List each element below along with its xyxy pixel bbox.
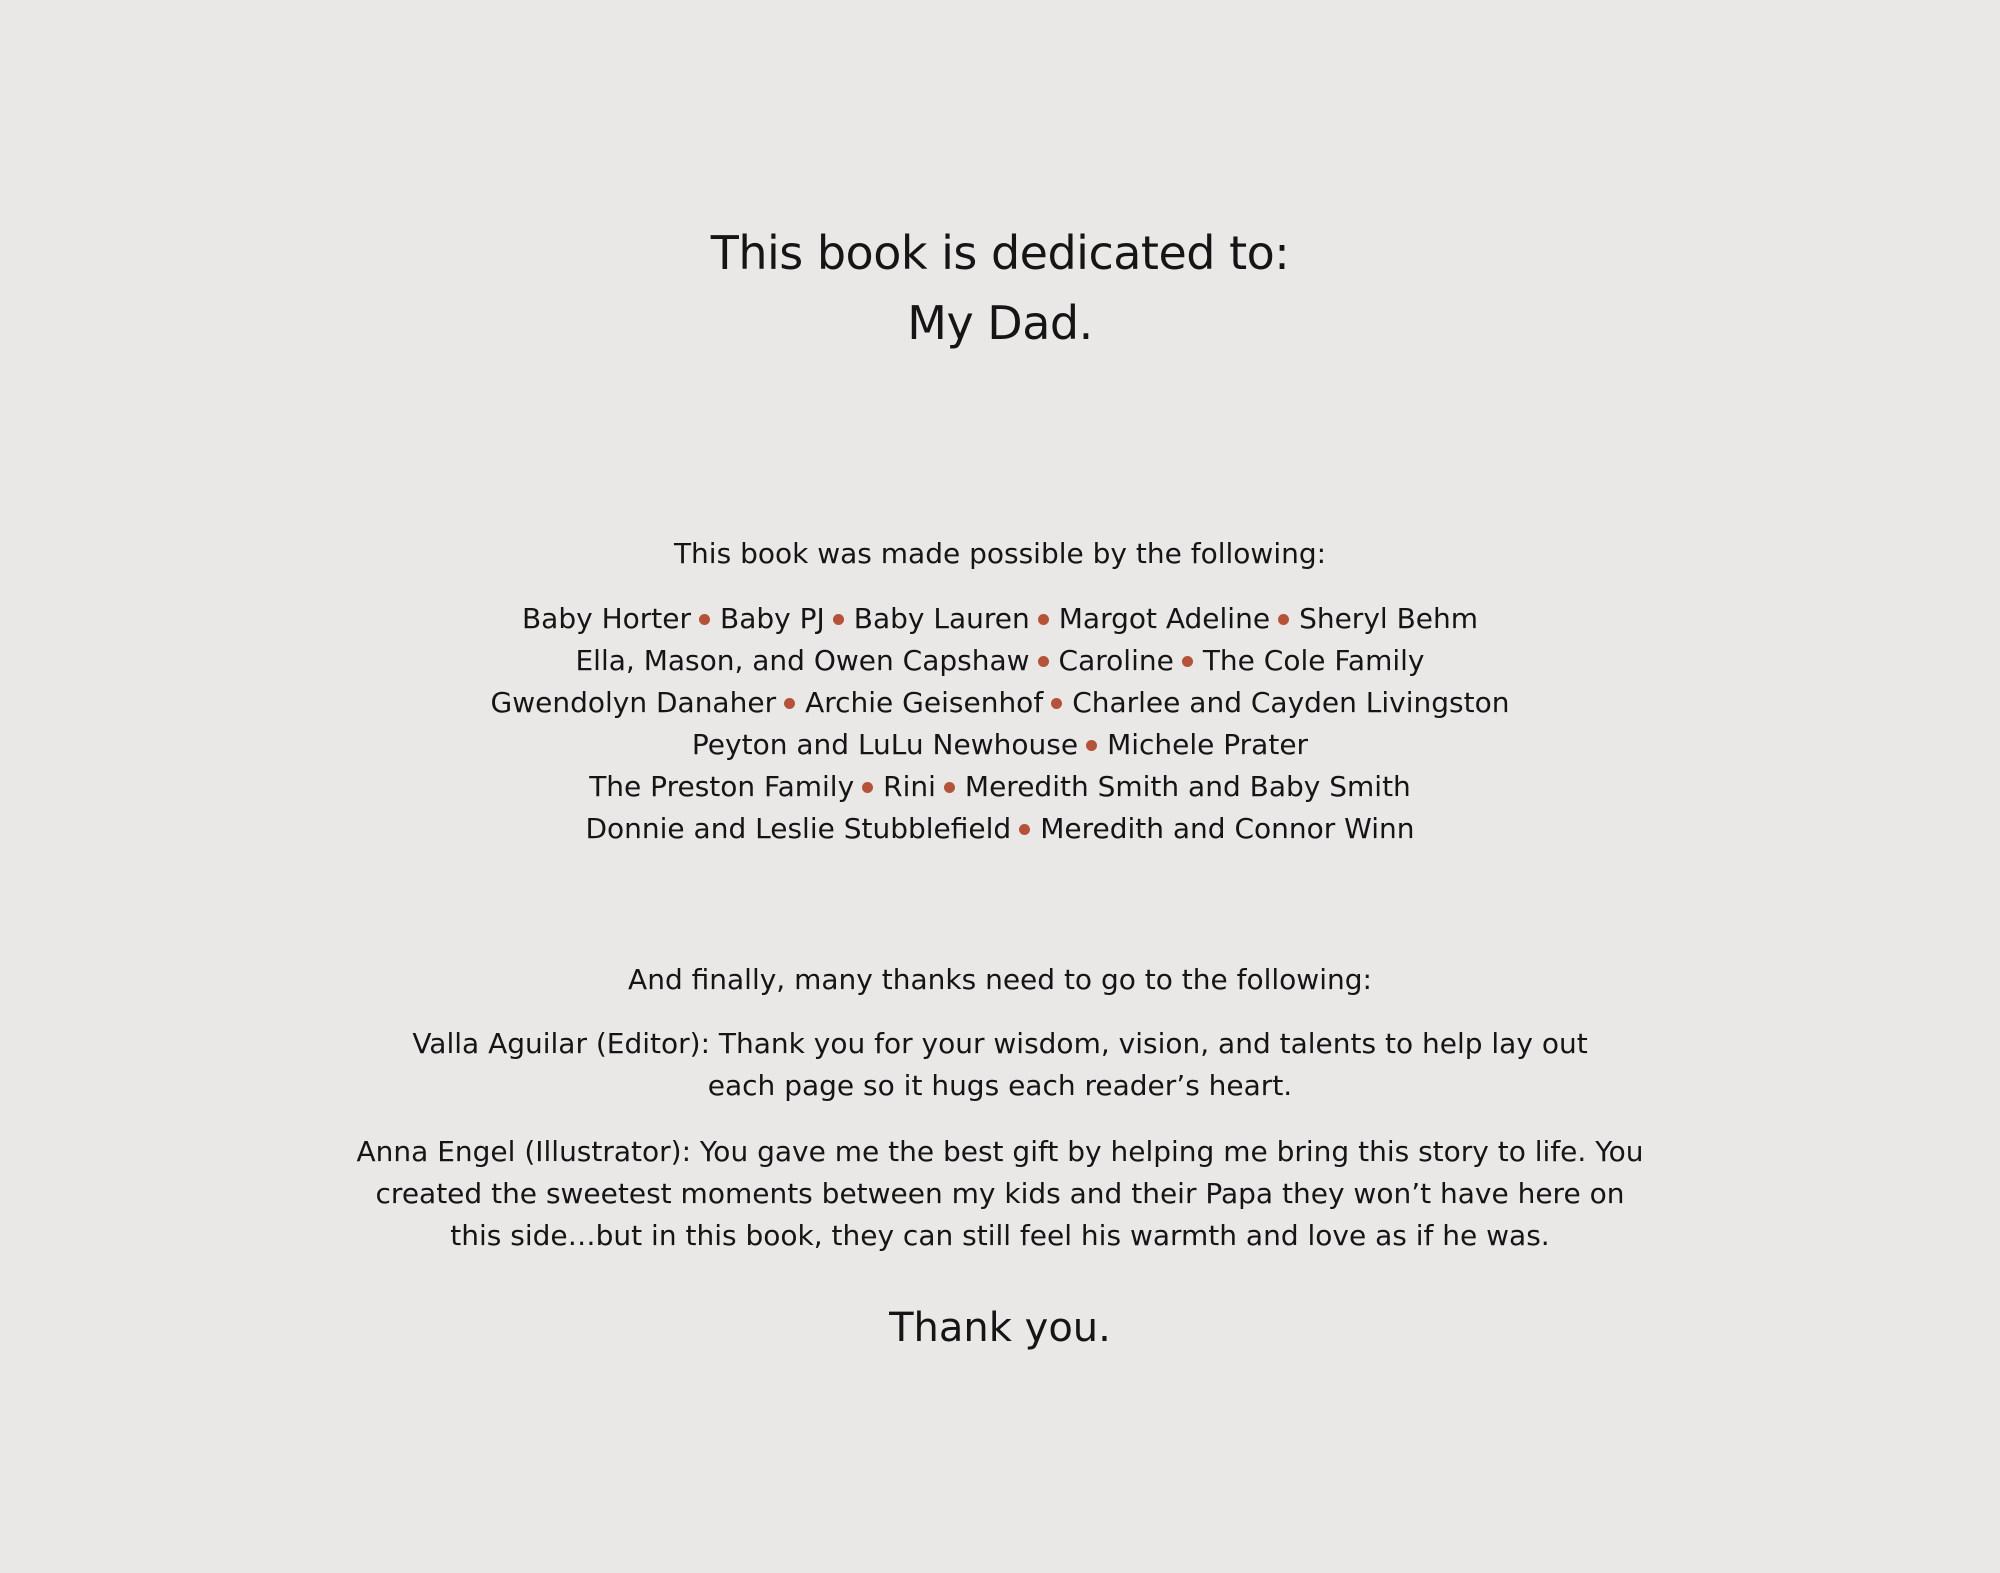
supporter-name: Donnie and Leslie Stubblefield — [585, 812, 1012, 845]
supporter-name: Gwendolyn Danaher — [490, 686, 777, 719]
supporter-name: Charlee and Cayden Livingston — [1072, 686, 1510, 719]
dedication-block — [0, 218, 2000, 358]
illustrator-thanks-line: Anna Engel (Illustrator): You gave me the best gift by helping me bring this story to life. You — [356, 1135, 1644, 1168]
bullet-dot-icon — [862, 782, 873, 793]
supporter-name: Baby Lauren — [853, 602, 1030, 635]
closing-thank-you: Thank you. — [889, 1305, 1111, 1351]
supporter-name: Meredith Smith and Baby Smith — [964, 770, 1411, 803]
bullet-dot-icon — [1038, 656, 1049, 667]
illustrator-thanks — [0, 1131, 2000, 1257]
supporter-name: Michele Prater — [1107, 728, 1309, 761]
bullet-dot-icon — [1051, 698, 1062, 709]
supporter-name: Ella, Mason, and Owen Capshaw — [575, 644, 1030, 677]
bullet-dot-icon — [944, 782, 955, 793]
dedication-title: This book is dedicated to: — [710, 226, 1290, 280]
made-possible-heading: This book was made possible by the following: — [673, 537, 1327, 570]
supporter-name: The Preston Family — [589, 770, 855, 803]
bullet-dot-icon — [1038, 614, 1049, 625]
bullet-dot-icon — [699, 614, 710, 625]
supporters-row — [0, 724, 2000, 766]
thanks-heading: And finally, many thanks need to go to the following: — [628, 963, 1372, 996]
supporter-name: Baby Horter — [521, 602, 691, 635]
supporter-name: The Cole Family — [1202, 644, 1425, 677]
bullet-dot-icon — [1182, 656, 1193, 667]
supporters-row — [0, 808, 2000, 850]
illustrator-thanks-line: created the sweetest moments between my kids and their Papa they won’t have here on — [375, 1177, 1625, 1210]
illustrator-thanks-line: this side…but in this book, they can still feel his warmth and love as if he was. — [450, 1219, 1550, 1252]
supporter-name: Caroline — [1058, 644, 1174, 677]
supporter-name: Meredith and Connor Winn — [1040, 812, 1415, 845]
bullet-dot-icon — [1086, 740, 1097, 751]
bullet-dot-icon — [833, 614, 844, 625]
supporters-row — [0, 598, 2000, 640]
supporter-name: Margot Adeline — [1058, 602, 1271, 635]
bullet-dot-icon — [1278, 614, 1289, 625]
bullet-dot-icon — [784, 698, 795, 709]
supporter-name: Archie Geisenhof — [805, 686, 1044, 719]
bullet-dot-icon — [1019, 824, 1030, 835]
supporters-row — [0, 682, 2000, 724]
supporter-name: Sheryl Behm — [1299, 602, 1479, 635]
editor-thanks-line: each page so it hugs each reader’s heart. — [707, 1069, 1293, 1102]
editor-thanks-line: Valla Aguilar (Editor): Thank you for your wisdom, vision, and talents to help lay out — [412, 1027, 1588, 1060]
editor-thanks — [0, 1023, 2000, 1107]
supporter-name: Rini — [883, 770, 936, 803]
supporter-name: Peyton and LuLu Newhouse — [691, 728, 1079, 761]
supporters-row — [0, 640, 2000, 682]
supporter-name: Baby PJ — [720, 602, 825, 635]
supporters-list — [0, 598, 2000, 850]
supporters-row — [0, 766, 2000, 808]
dedication-recipient: My Dad. — [907, 296, 1093, 350]
